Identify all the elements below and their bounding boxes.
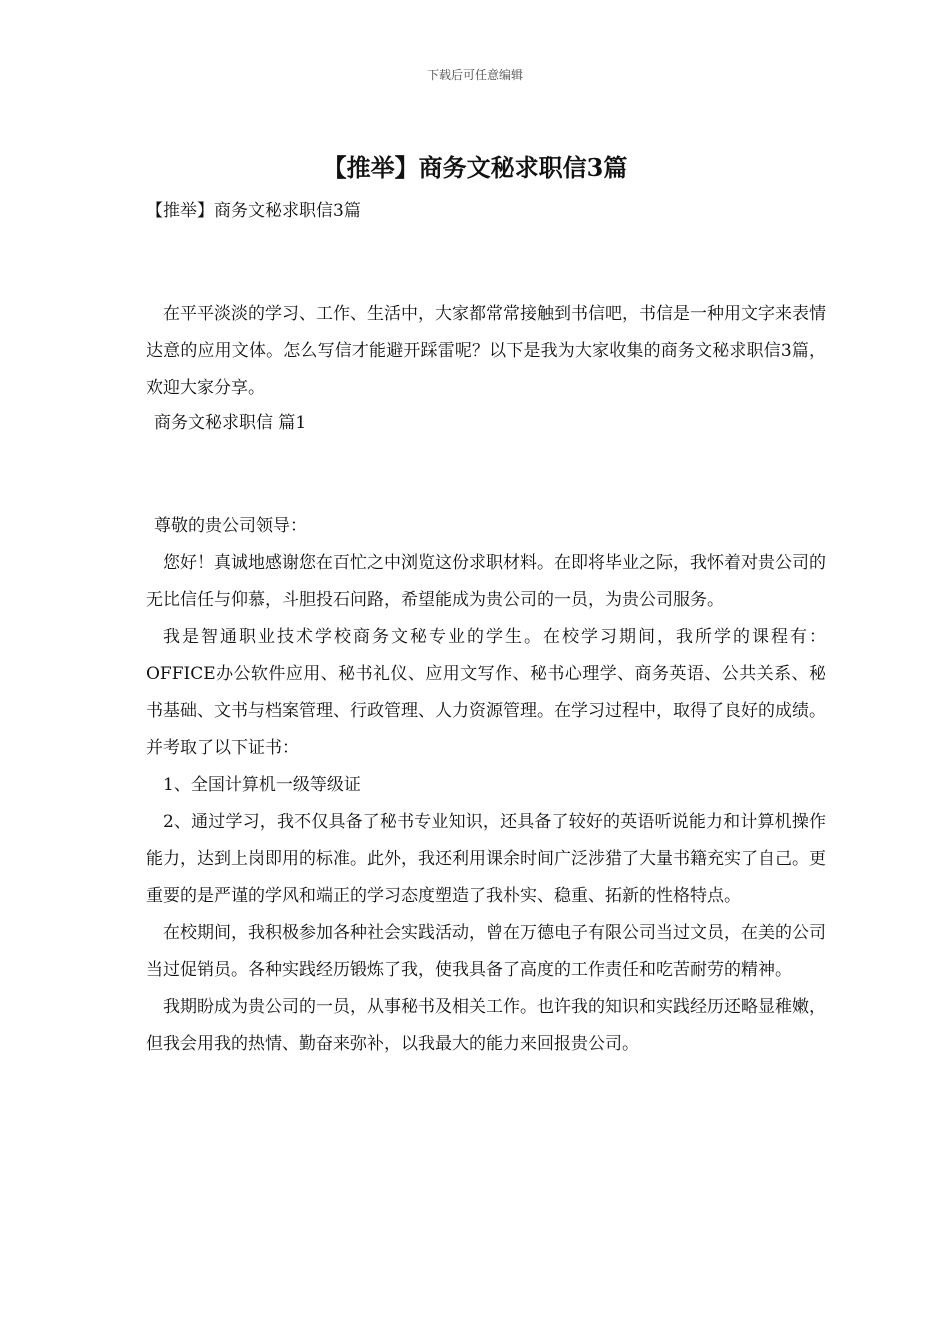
letter-paragraph: 2、通过学习，我不仅具备了秘书专业知识，还具备了较好的英语听说能力和计算机操作能力，达到上岗即用的标准。此外，我还利用课余时间广泛涉猎了大量书籍充实了自己。更重要的是严谨的学风和端正的学习态度塑造了我朴实、稳重、拓新的性格特点。 — [146, 812, 826, 906]
letter-paragraph: 我期盼成为贵公司的一员，从事秘书及相关工作。也许我的知识和实践经历还略显稚嫩，但我会用我的热情、勤奋来弥补，以我最大的能力来回报贵公司。 — [146, 997, 826, 1054]
header-note: 下载后可任意编辑 — [426, 68, 523, 82]
letter-paragraph: 在校期间，我积极参加各种社会实践活动，曾在万德电子有限公司当过文员，在美的公司当过促销员。各种实践经历锻炼了我，使我具备了高度的工作责任和吃苦耐劳的精神。 — [146, 923, 826, 980]
section-heading: 商务文秘求职信 篇1 — [154, 413, 307, 433]
letter-salutation: 尊敬的贵公司领导： — [154, 516, 307, 536]
intro-paragraph: 在平平淡淡的学习、工作、生活中，大家都常常接触到书信吧，书信是一种用文字来表情达意的应用文体。怎么写信才能避开踩雷呢？以下是我为大家收集的商务文秘求职信3篇，欢迎大家分享。 — [146, 304, 826, 398]
letter-paragraph: 您好！真诚地感谢您在百忙之中浏览这份求职材料。在即将毕业之际，我怀着对贵公司的无比信任与仰慕，斗胆投石问路，希望能成为贵公司的一员，为贵公司服务。 — [146, 553, 826, 610]
document-subtitle: 【推举】商务文秘求职信3篇 — [146, 201, 361, 221]
intro-section — [146, 296, 826, 407]
letter-paragraph: 1、全国计算机一级等级证 — [163, 775, 361, 795]
document-title: 【推举】商务文秘求职信3篇 — [322, 153, 628, 182]
letter-paragraph: 我是智通职业技术学校商务文秘专业的学生。在校学习期间，我所学的课程有：OFFICE办公软件应用、秘书礼仪、应用文写作、秘书心理学、商务英语、公共关系、秘书基础、文书与档案管理、行政管理、人力资源管理。在学习过程中，取得了良好的成绩。并考取了以下证书： — [146, 627, 826, 758]
letter-body — [146, 508, 826, 1063]
